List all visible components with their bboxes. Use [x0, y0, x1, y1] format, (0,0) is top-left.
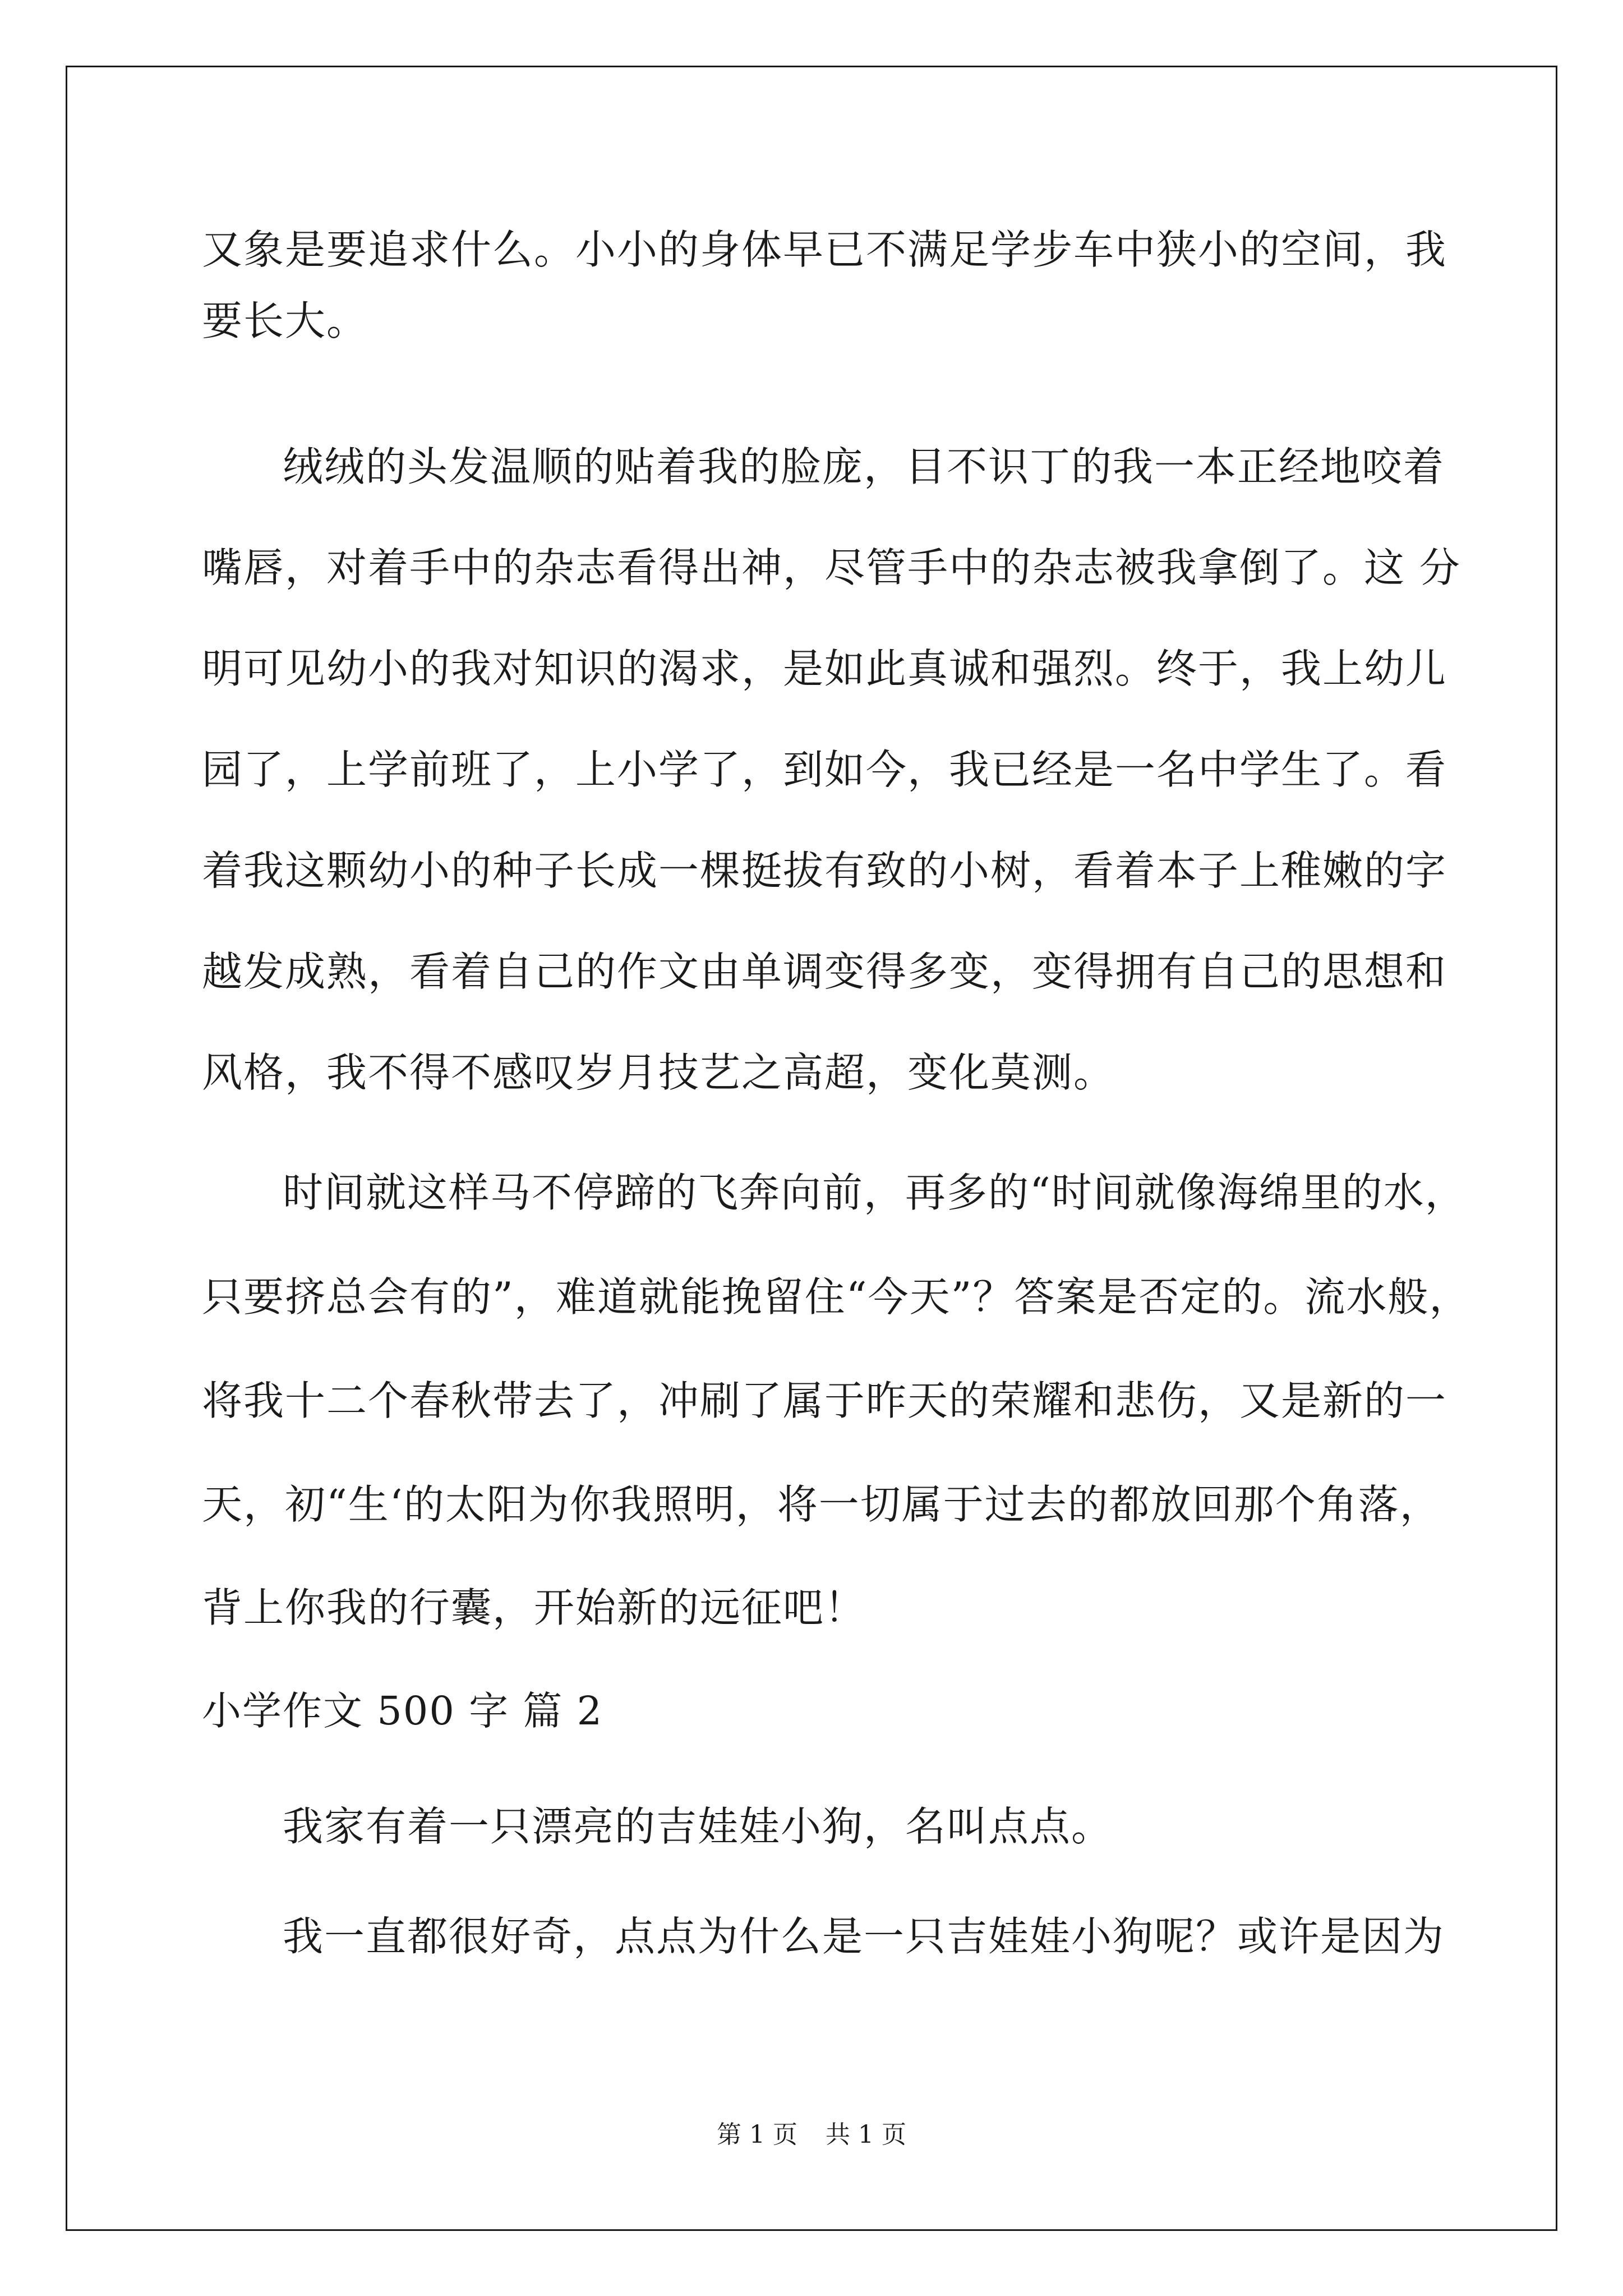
- page-border: [66, 66, 1557, 2231]
- text-line: 天，初“生‘的太阳为你我照明，将一切属于过去的都放回那个角落，: [202, 1481, 1441, 1528]
- text-line: 明可见幼小的我对知识的渴求，是如此真诚和强烈。终于，我上幼儿: [202, 645, 1447, 692]
- page-footer: [0, 2118, 1623, 2152]
- page-total: 共 1 页: [826, 2120, 906, 2149]
- text-line: 背上你我的行囊，开始新的远征吧！: [202, 1584, 866, 1631]
- text-line: 着我这颗幼小的种子长成一棵挺拔有致的小树，看着本子上稚嫩的字: [202, 847, 1447, 894]
- section-heading: 小学作文 500 字 篇 2: [202, 1688, 603, 1734]
- text-line: 嘴唇，对着手中的杂志看得出神，尽管手中的杂志被我拿倒了。这 分: [202, 544, 1461, 591]
- page-number: 第 1 页: [717, 2120, 797, 2149]
- text-line: 我一直都很好奇，点点为什么是一只吉娃娃小狗呢？或许是因为: [283, 1913, 1445, 1960]
- text-line: 要长大。: [202, 297, 368, 344]
- text-line: 风格，我不得不感叹岁月技艺之高超，变化莫测。: [202, 1049, 1115, 1096]
- text-line: 只要挤总会有的”，难道就能挽留住“今天”？答案是否定的。流水般，: [202, 1273, 1471, 1320]
- text-line: 园了，上学前班了，上小学了，到如今，我已经是一名中学生了。看: [202, 746, 1447, 793]
- text-line: 越发成熟，看着自己的作文由单调变得多变，变得拥有自己的思想和: [202, 948, 1447, 995]
- text-line: 绒绒的头发温顺的贴着我的脸庞，目不识丁的我一本正经地咬着: [283, 443, 1445, 490]
- text-line: 我家有着一只漂亮的吉娃娃小狗，名叫点点。: [283, 1803, 1113, 1850]
- text-line: 又象是要追求什么。小小的身体早已不满足学步车中狭小的空间，我: [202, 226, 1447, 273]
- text-line: 将我十二个春秋带去了，冲刷了属于昨天的荣耀和悲伤，又是新的一: [202, 1377, 1447, 1424]
- text-line: 时间就这样马不停蹄的飞奔向前，再多的“时间就像海绵里的水，: [283, 1169, 1467, 1216]
